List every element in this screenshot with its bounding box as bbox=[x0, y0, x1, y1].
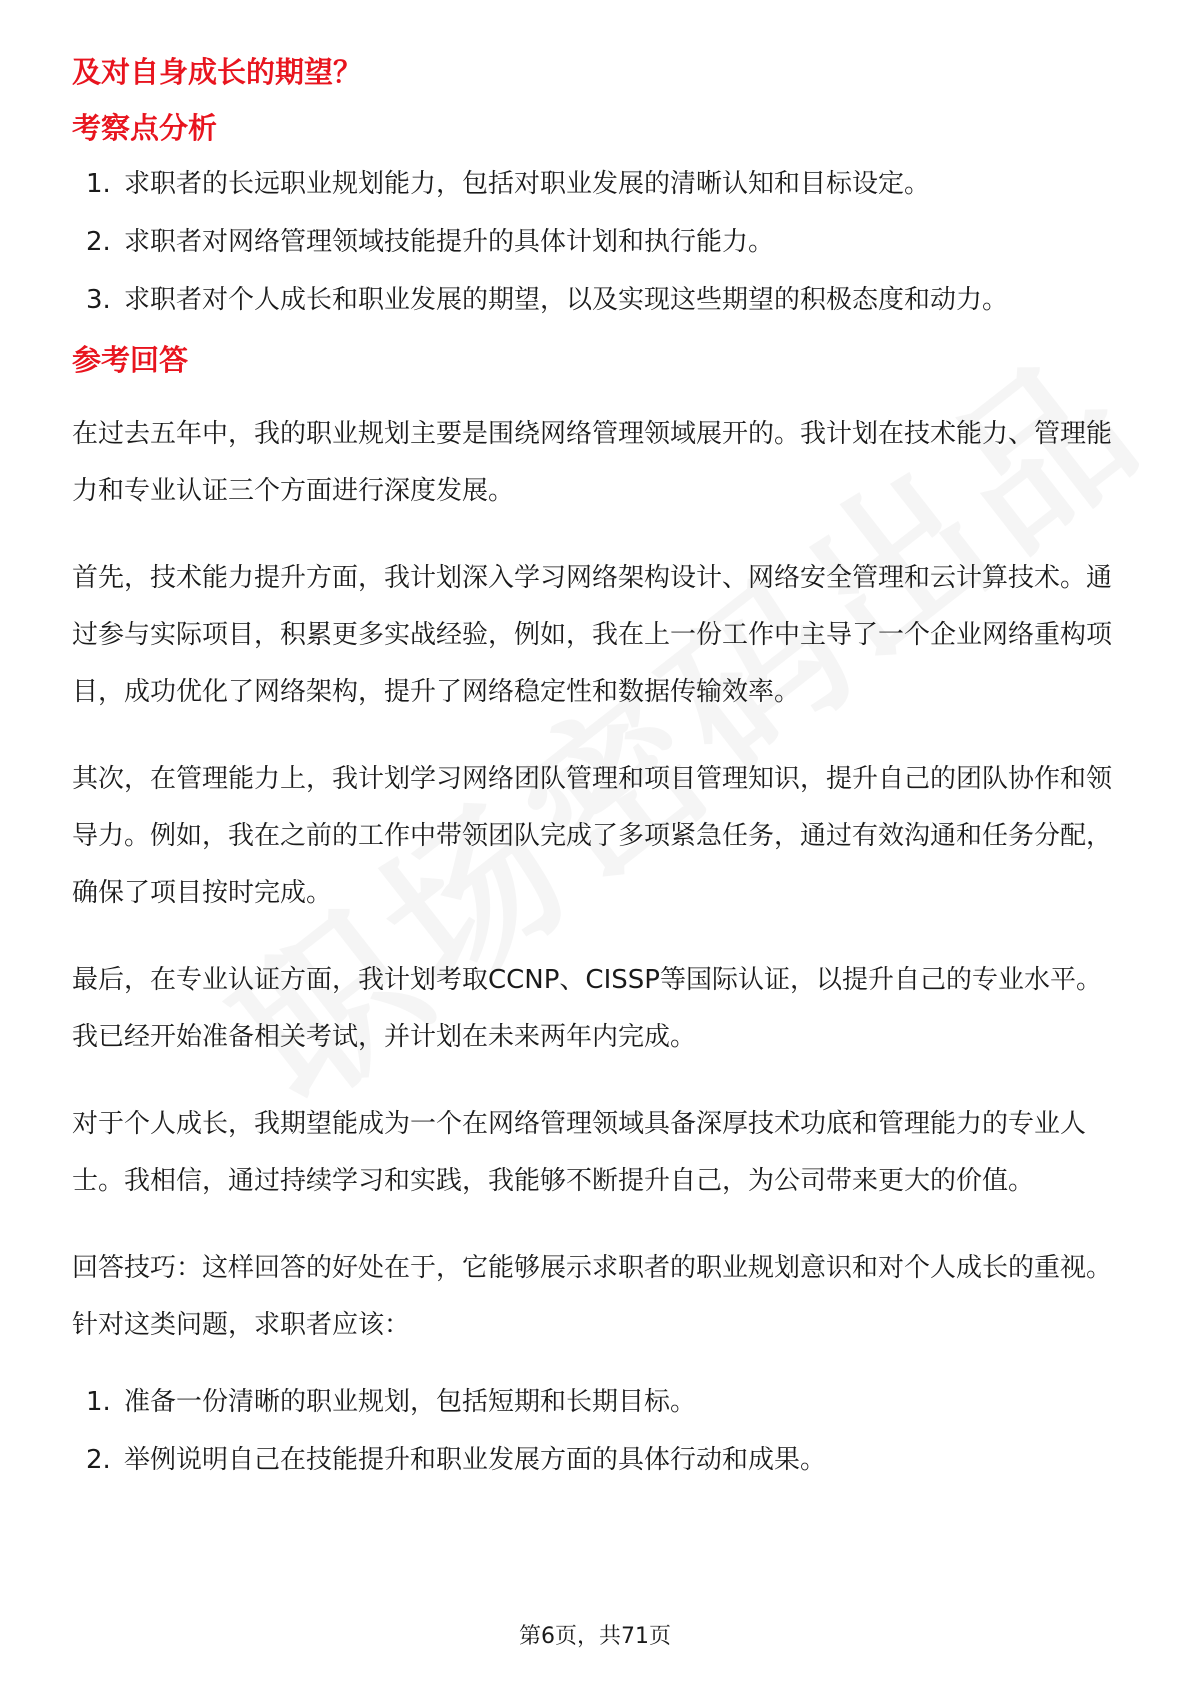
list-item bbox=[72, 1384, 1122, 1420]
answer-paragraph: 在过去五年中，我的职业规划主要是围绕网络管理领域展开的。我计划在技术能力、管理能力和专业认证三个方面进行深度发展。 bbox=[72, 419, 1113, 506]
list-item-number: 1. bbox=[86, 169, 111, 199]
answer-paragraph: 其次，在管理能力上，我计划学习网络团队管理和项目管理知识，提升自己的团队协作和领导力。例如，我在之前的工作中带领团队完成了多项紧急任务，通过有效沟通和任务分配，确保了项目按时完成。 bbox=[72, 764, 1113, 908]
tips-list bbox=[72, 1384, 1122, 1478]
list-item-text: 求职者对个人成长和职业发展的期望，以及实现这些期望的积极态度和动力。 bbox=[124, 285, 1009, 315]
list-item-number: 2. bbox=[86, 227, 111, 257]
analysis-heading: 考察点分析 bbox=[72, 111, 218, 145]
list-item-number: 3. bbox=[86, 285, 111, 315]
answer-paragraph: 对于个人成长，我期望能成为一个在网络管理领域具备深厚技术功底和管理能力的专业人士。我相信，通过持续学习和实践，我能够不断提升自己，为公司带来更大的价值。 bbox=[72, 1109, 1087, 1196]
list-item-text: 求职者的长远职业规划能力，包括对职业发展的清晰认知和目标设定。 bbox=[124, 169, 931, 199]
answer-paragraph: 首先，技术能力提升方面，我计划深入学习网络架构设计、网络安全管理和云计算技术。通过参与实际项目，积累更多实战经验，例如，我在上一份工作中主导了一个企业网络重构项目，成功优化了网络架构，提升了网络稳定性和数据传输效率。 bbox=[72, 563, 1113, 707]
list-item-number: 1. bbox=[86, 1387, 111, 1417]
analysis-list bbox=[72, 166, 1122, 318]
tips-paragraph: 回答技巧：这样回答的好处在于，它能够展示求职者的职业规划意识和对个人成长的重视。针对这类问题，求职者应该： bbox=[72, 1253, 1113, 1340]
list-item bbox=[72, 1442, 1122, 1478]
answer-paragraph: 最后，在专业认证方面，我计划考取CCNP、CISSP等国际认证，以提升自己的专业水平。我已经开始准备相关考试，并计划在未来两年内完成。 bbox=[72, 965, 1102, 1052]
content bbox=[72, 52, 1122, 1500]
answer-heading: 参考回答 bbox=[72, 343, 189, 377]
list-item bbox=[72, 282, 1122, 318]
list-item bbox=[72, 224, 1122, 260]
question-heading: 及对自身成长的期望？ bbox=[72, 55, 363, 89]
list-item-text: 求职者对网络管理领域技能提升的具体计划和执行能力。 bbox=[124, 227, 775, 257]
list-item-text: 举例说明自己在技能提升和职业发展方面的具体行动和成果。 bbox=[124, 1445, 827, 1475]
list-item-text: 准备一份清晰的职业规划，包括短期和长期目标。 bbox=[124, 1387, 697, 1417]
list-item-number: 2. bbox=[86, 1445, 111, 1475]
page-footer: 第6页，共71页 bbox=[519, 1624, 671, 1649]
list-item bbox=[72, 166, 1122, 202]
